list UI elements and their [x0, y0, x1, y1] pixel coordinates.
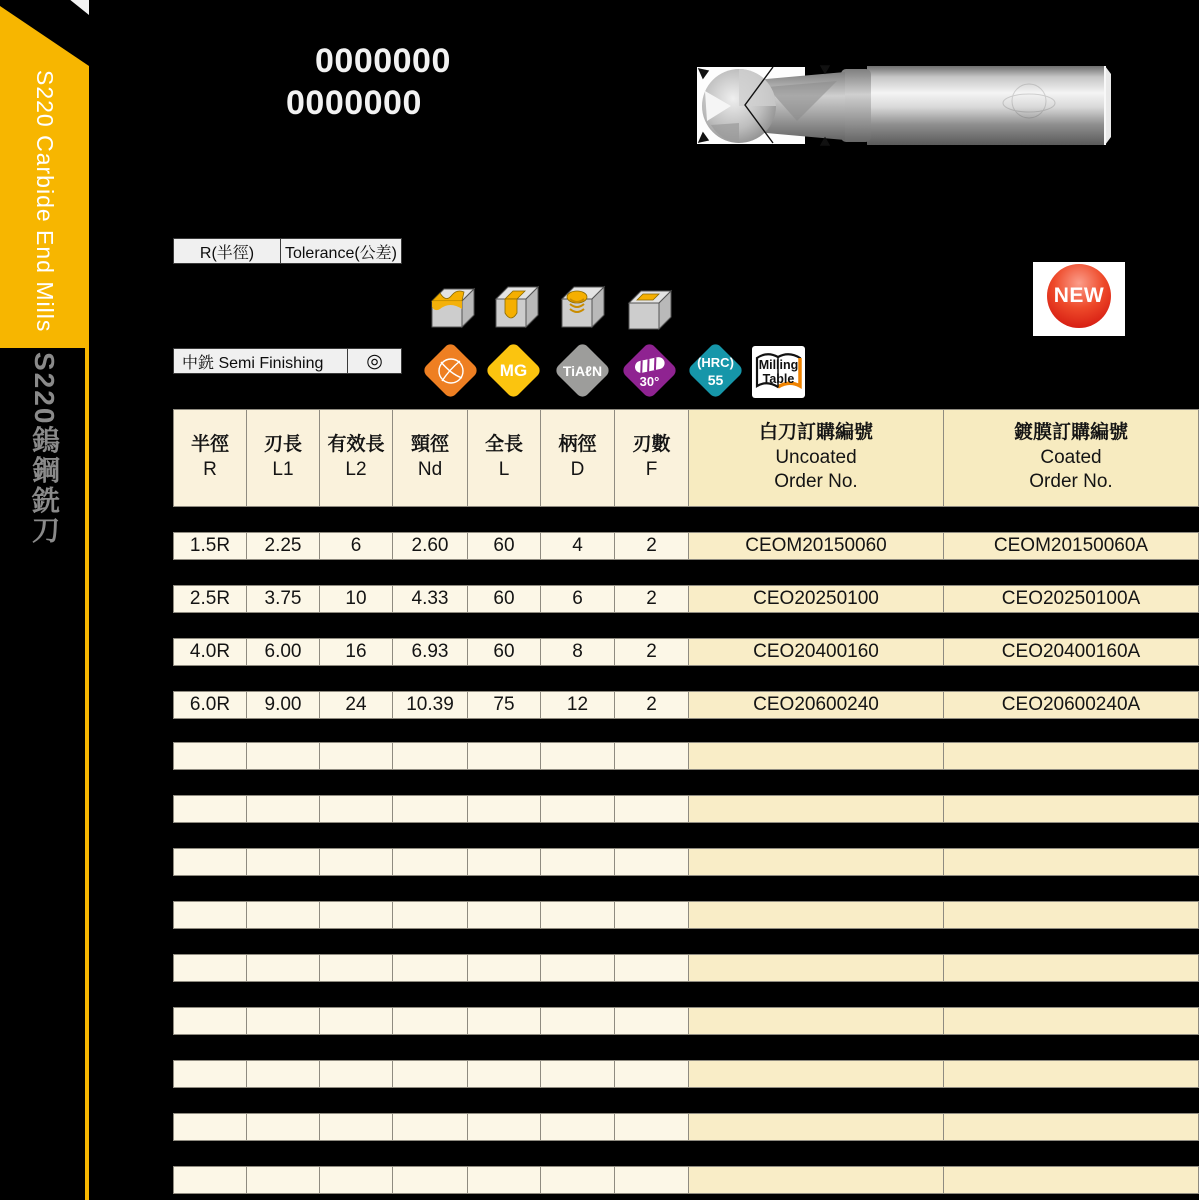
table-cell — [944, 1007, 1199, 1035]
table-row — [173, 532, 1199, 560]
table-cell — [247, 795, 320, 823]
table-cell — [173, 1113, 247, 1141]
table-cell: 白刀訂購編號 Uncoated Order No. — [689, 409, 944, 507]
table-cell: 2 — [615, 532, 689, 560]
table-cell — [689, 795, 944, 823]
table-cell: CEO20400160 — [689, 638, 944, 666]
table-cell — [320, 742, 393, 770]
table-cell: 2 — [615, 638, 689, 666]
table-cell — [468, 848, 541, 876]
table-cell — [944, 1166, 1199, 1194]
table-cell — [541, 1166, 615, 1194]
hardness-badge: (HRC) 55 — [688, 343, 743, 398]
table-cell: CEO20250100 — [689, 585, 944, 613]
table-cell: 6.00 — [247, 638, 320, 666]
table-cell — [689, 901, 944, 929]
table-cell — [944, 901, 1199, 929]
table-cell — [615, 742, 689, 770]
table-cell: 75 — [468, 691, 541, 719]
table-cell: 16 — [320, 638, 393, 666]
table-cell — [541, 901, 615, 929]
table-cell — [173, 954, 247, 982]
table-cell — [320, 954, 393, 982]
table-cell — [247, 1007, 320, 1035]
slot-milling-icon — [492, 283, 542, 331]
empty-row — [173, 1166, 1199, 1194]
table-cell — [541, 795, 615, 823]
table-cell — [393, 848, 468, 876]
table-cell — [541, 1060, 615, 1088]
table-cell: 4.33 — [393, 585, 468, 613]
empty-row — [173, 954, 1199, 982]
table-cell — [615, 848, 689, 876]
table-header-row — [173, 409, 1199, 507]
table-cell: 8 — [541, 638, 615, 666]
table-cell — [320, 1113, 393, 1141]
table-cell: 4 — [541, 532, 615, 560]
table-cell: 有效長 L2 — [320, 409, 393, 507]
tolerance-bar — [173, 238, 402, 264]
table-row — [173, 691, 1199, 719]
table-cell — [173, 1166, 247, 1194]
table-cell — [247, 1113, 320, 1141]
table-cell: 2.60 — [393, 532, 468, 560]
table-cell: CEO20600240A — [944, 691, 1199, 719]
table-cell — [173, 1060, 247, 1088]
table-cell: 4.0R — [173, 638, 247, 666]
table-cell — [173, 742, 247, 770]
table-cell — [393, 742, 468, 770]
table-cell: 9.00 — [247, 691, 320, 719]
empty-row — [173, 742, 1199, 770]
table-cell — [541, 1113, 615, 1141]
helix-angle-badge: 30° — [622, 343, 677, 398]
empty-row — [173, 795, 1199, 823]
finishing-mark: ◎ — [366, 350, 383, 372]
milling-table-badge: Milling Table — [752, 346, 805, 398]
table-cell — [468, 1060, 541, 1088]
table-cell — [173, 901, 247, 929]
table-cell — [944, 795, 1199, 823]
pocket-milling-icon — [625, 283, 675, 331]
table-cell — [393, 1113, 468, 1141]
table-cell — [615, 1113, 689, 1141]
table-cell: 24 — [320, 691, 393, 719]
table-cell — [615, 954, 689, 982]
table-cell — [247, 1166, 320, 1194]
table-cell: 3.75 — [247, 585, 320, 613]
table-cell: 60 — [468, 638, 541, 666]
new-badge — [1033, 262, 1125, 336]
table-cell — [393, 1060, 468, 1088]
table-cell — [541, 954, 615, 982]
table-cell — [615, 1060, 689, 1088]
table-cell: 2.25 — [247, 532, 320, 560]
table-cell — [320, 1007, 393, 1035]
table-cell: 10.39 — [393, 691, 468, 719]
table-cell: 60 — [468, 585, 541, 613]
table-cell — [541, 1007, 615, 1035]
mg-grade-badge: MG — [486, 343, 541, 398]
table-cell — [541, 742, 615, 770]
product-code-line2: 0000000 — [286, 84, 422, 122]
table-cell: 6 — [320, 532, 393, 560]
table-cell — [944, 1060, 1199, 1088]
table-row — [173, 638, 1199, 666]
table-cell: CEO20400160A — [944, 638, 1199, 666]
table-cell — [320, 901, 393, 929]
table-cell — [541, 848, 615, 876]
series-title-en: S220 Carbide End Mills — [32, 70, 58, 333]
product-code-line1: 0000000 — [315, 42, 451, 80]
table-cell: 柄徑 D — [541, 409, 615, 507]
table-cell — [173, 795, 247, 823]
empty-row — [173, 1060, 1199, 1088]
ball-nose-badge — [423, 343, 478, 398]
table-cell — [689, 1166, 944, 1194]
helical-hole-milling-icon — [558, 283, 608, 331]
tialn-coating-badge: TiAℓN — [555, 343, 610, 398]
table-cell: 頸徑 Nd — [393, 409, 468, 507]
table-cell — [689, 742, 944, 770]
table-cell — [468, 1113, 541, 1141]
table-cell: 10 — [320, 585, 393, 613]
table-cell — [615, 1166, 689, 1194]
table-cell: 60 — [468, 532, 541, 560]
table-cell — [944, 1113, 1199, 1141]
table-cell: 6 — [541, 585, 615, 613]
table-cell — [173, 1007, 247, 1035]
table-cell: 刃長 L1 — [247, 409, 320, 507]
table-cell — [615, 795, 689, 823]
table-cell — [468, 1007, 541, 1035]
table-cell: 鍍膜訂購編號 Coated Order No. — [944, 409, 1199, 507]
table-cell — [247, 1060, 320, 1088]
table-cell — [320, 1166, 393, 1194]
table-cell — [944, 742, 1199, 770]
table-cell: 2 — [615, 585, 689, 613]
table-cell — [320, 795, 393, 823]
table-cell: 12 — [541, 691, 615, 719]
table-cell — [393, 901, 468, 929]
radius-label: R(半徑) — [174, 239, 281, 263]
table-cell: CEO20250100A — [944, 585, 1199, 613]
table-cell: CEOM20150060A — [944, 532, 1199, 560]
ball-nose-endmill-icon — [423, 343, 478, 398]
table-cell — [173, 848, 247, 876]
corner-triangle — [67, 0, 89, 15]
empty-row — [173, 1007, 1199, 1035]
table-cell — [468, 954, 541, 982]
table-cell — [689, 1060, 944, 1088]
table-row — [173, 585, 1199, 613]
table-cell — [468, 742, 541, 770]
tolerance-label: Tolerance(公差) — [284, 244, 398, 262]
table-cell — [944, 848, 1199, 876]
table-cell — [247, 901, 320, 929]
table-cell: 2 — [615, 691, 689, 719]
table-cell — [393, 954, 468, 982]
table-cell — [689, 954, 944, 982]
table-cell — [468, 901, 541, 929]
table-cell — [944, 954, 1199, 982]
table-cell — [320, 1060, 393, 1088]
table-cell: 1.5R — [173, 532, 247, 560]
empty-row — [173, 1113, 1199, 1141]
empty-row — [173, 848, 1199, 876]
finishing-bar — [173, 348, 402, 374]
table-cell: 全長 L — [468, 409, 541, 507]
profile-milling-icon — [426, 283, 476, 331]
finishing-label: 中銑 Semi Finishing — [174, 349, 348, 373]
table-cell — [615, 901, 689, 929]
table-cell — [468, 1166, 541, 1194]
table-cell: 6.0R — [173, 691, 247, 719]
table-cell: CEOM20150060 — [689, 532, 944, 560]
empty-row — [173, 901, 1199, 929]
table-cell — [615, 1007, 689, 1035]
table-cell: 6.93 — [393, 638, 468, 666]
new-badge-circle: NEW — [1047, 264, 1111, 328]
endmill-photo — [697, 63, 1117, 147]
series-title-zh: S220鎢鋼銑刀 — [29, 352, 60, 546]
table-cell — [247, 954, 320, 982]
table-cell — [689, 1007, 944, 1035]
table-cell — [393, 1007, 468, 1035]
table-cell: 2.5R — [173, 585, 247, 613]
table-cell — [320, 848, 393, 876]
table-cell — [689, 848, 944, 876]
table-cell — [247, 742, 320, 770]
table-cell — [393, 795, 468, 823]
table-cell: 刃數 F — [615, 409, 689, 507]
table-cell — [247, 848, 320, 876]
table-cell: 半徑 R — [173, 409, 247, 507]
table-cell: CEO20600240 — [689, 691, 944, 719]
table-cell — [689, 1113, 944, 1141]
table-cell — [393, 1166, 468, 1194]
table-cell — [468, 795, 541, 823]
